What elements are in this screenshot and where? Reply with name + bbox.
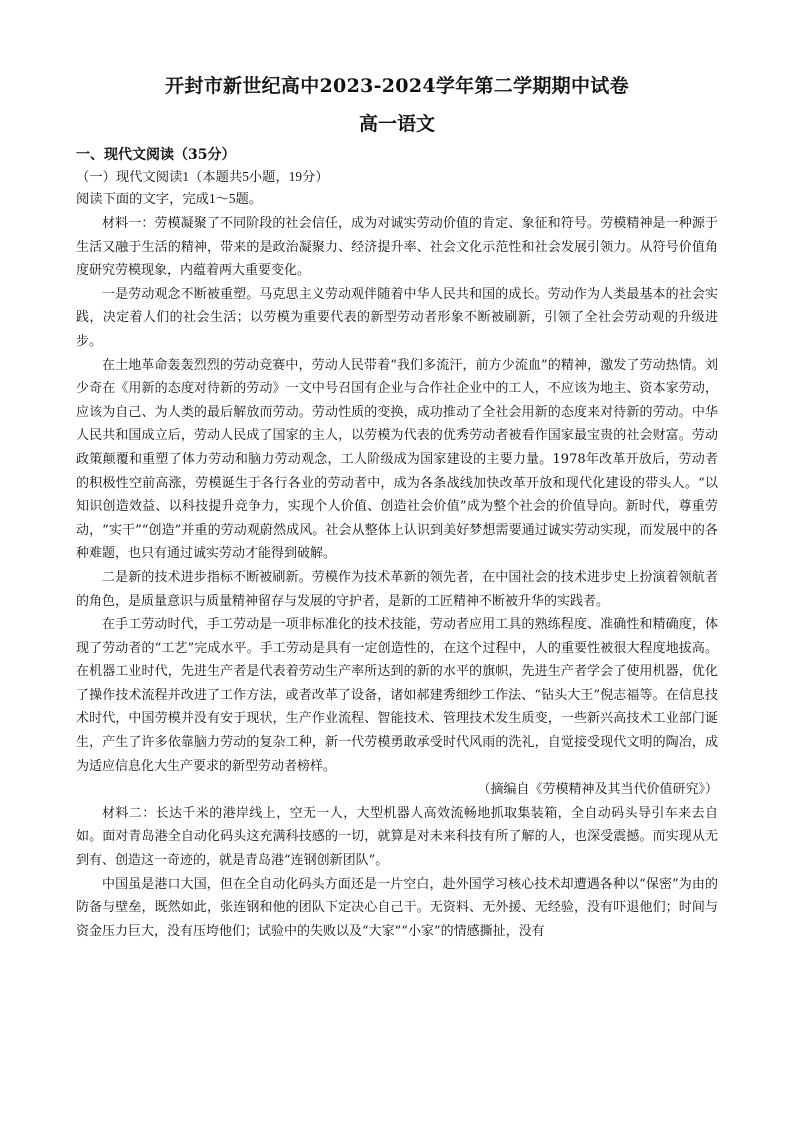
reading-instruction: 阅读下面的文字，完成1～5题。 (76, 191, 263, 206)
paragraph: 材料二：长达千米的港岸线上，空无一人，大型机器人高效流畅地抓取集装箱，全自动码头导引车来去自如。面对青岛港全自动化码头这充满科技感的一切，就算是对未来科技有所了解的人，也深受震撼。而实现从无到有、创造这一奇迹的，就是青岛港“连钢创新团队”。 (76, 805, 718, 869)
subsection-heading: （一）现代文阅读1（本题共5小题，19分） (76, 169, 329, 184)
paragraph: 一是劳动观念不断被重塑。马克思主义劳动观伴随着中华人民共和国的成长。劳动作为人类最基本的社会实践，决定着人们的社会生活；以劳模为重要代表的新型劳动者形象不断被刷新，引领了全社会劳动观的升级进步。 (76, 286, 718, 349)
subject-title: 高一语文 (358, 113, 435, 135)
section-heading: 一、现代文阅读（35分） (76, 147, 236, 163)
paragraph: 材料一：劳模凝聚了不同阶段的社会信任，成为对诚实劳动价值的肯定、象征和符号。劳模精神是一种源于生活又融于生活的精神，带来的是政治凝聚力、经济提升率、社会文化示范性和社会发展引领力。从符号价值角度研究劳模现象，内蕴着两大重要变化。 (76, 216, 718, 279)
paragraph: 在手工劳动时代，手工劳动是一项非标准化的技术技能，劳动者应用工具的熟练程度、准确性和精确度，体现了劳动者的“工艺”完成水平。手工劳动是具有一定创造性的，在这个过程中，人的重要性被很大程度地拔高。在机器工业时代，先进生产者是代表着劳动生产率所达到的新的水平的旗帜，先进生产者学会了使用机器，优化了操作技术流程并改进了工作方法，或者改革了设备，诸如郝建秀细纱工作法、“钻头大王”倪志福等。在信息技术时代，中国劳模并没有安于现状，生产作业流程、智能技术、管理技术发生质变，一些新兴高技术工业部门诞生，产生了许多依靠脑力劳动的复杂工种，新一代劳模勇敢承受时代风雨的洗礼，自觉接受现代文明的陶冶，成为适应信息化大生产要求的新型劳动者榜样。 (76, 617, 718, 774)
paragraph: 在土地革命轰轰烈烈的劳动竞赛中，劳动人民带着“我们多流汗，前方少流血”的精神，激发了劳动热情。刘少奇在《用新的态度对待新的劳动》一文中号召国有企业与合作社企业中的工人，不应该为地主、资本家劳动，应该为自己、为人类的最后解放而劳动。劳动性质的变换，成功推动了全社会用新的态度来对待新的劳动。中华人民共和国成立后，劳动人民成了国家的主人，以劳模为代表的优秀劳动者被看作国家最宝贵的社会财富。劳动政策颠覆和重塑了体力劳动和脑力劳动观念，工人阶级成为国家建设的主要力量。1978年改革开放后，劳动者的积极性空前高涨，劳模诞生于各行各业的劳动者中，成为各条战线加快改革开放和现代化建设的带头人。“以知识创造效益、以科技提升竞争力，实现个人价值、创造社会价值”成为整个社会的价值导向。新时代，尊重劳动，“实干”“创造”并重的劳动观蔚然成风。社会从整体上认识到美好梦想需要通过诚实劳动实现，而发展中的各种难题，也只有通过诚实劳动才能得到破解。 (76, 357, 718, 562)
source-citation: （摘编自《劳模精神及其当代价值研究》） (477, 782, 718, 798)
reading-passage (76, 212, 718, 943)
exam-title: 开封市新世纪高中2023-2024学年第二学期期中试卷 (165, 75, 629, 97)
paragraph: 二是新的技术进步指标不断被刷新。劳模作为技术革新的领先者，在中国社会的技术进步史上扮演着领航者的角色，是质量意识与质量精神留存与发展的守护者，是新的工匠精神不断被升华的实践者。 (76, 569, 718, 609)
paragraph: 中国虽是港口大国，但在全自动化码头方面还是一片空白，赴外国学习核心技术却遭遇各种以“保密”为由的防备与壁垒，既然如此，张连钢和他的团队下定决心自己干。无资料、无外援、无经验，没有吓退他们；时间与资金压力巨大，没有压垮他们；试验中的失败以及“大家”“小家”的情感撕扯，没有 (76, 876, 718, 939)
